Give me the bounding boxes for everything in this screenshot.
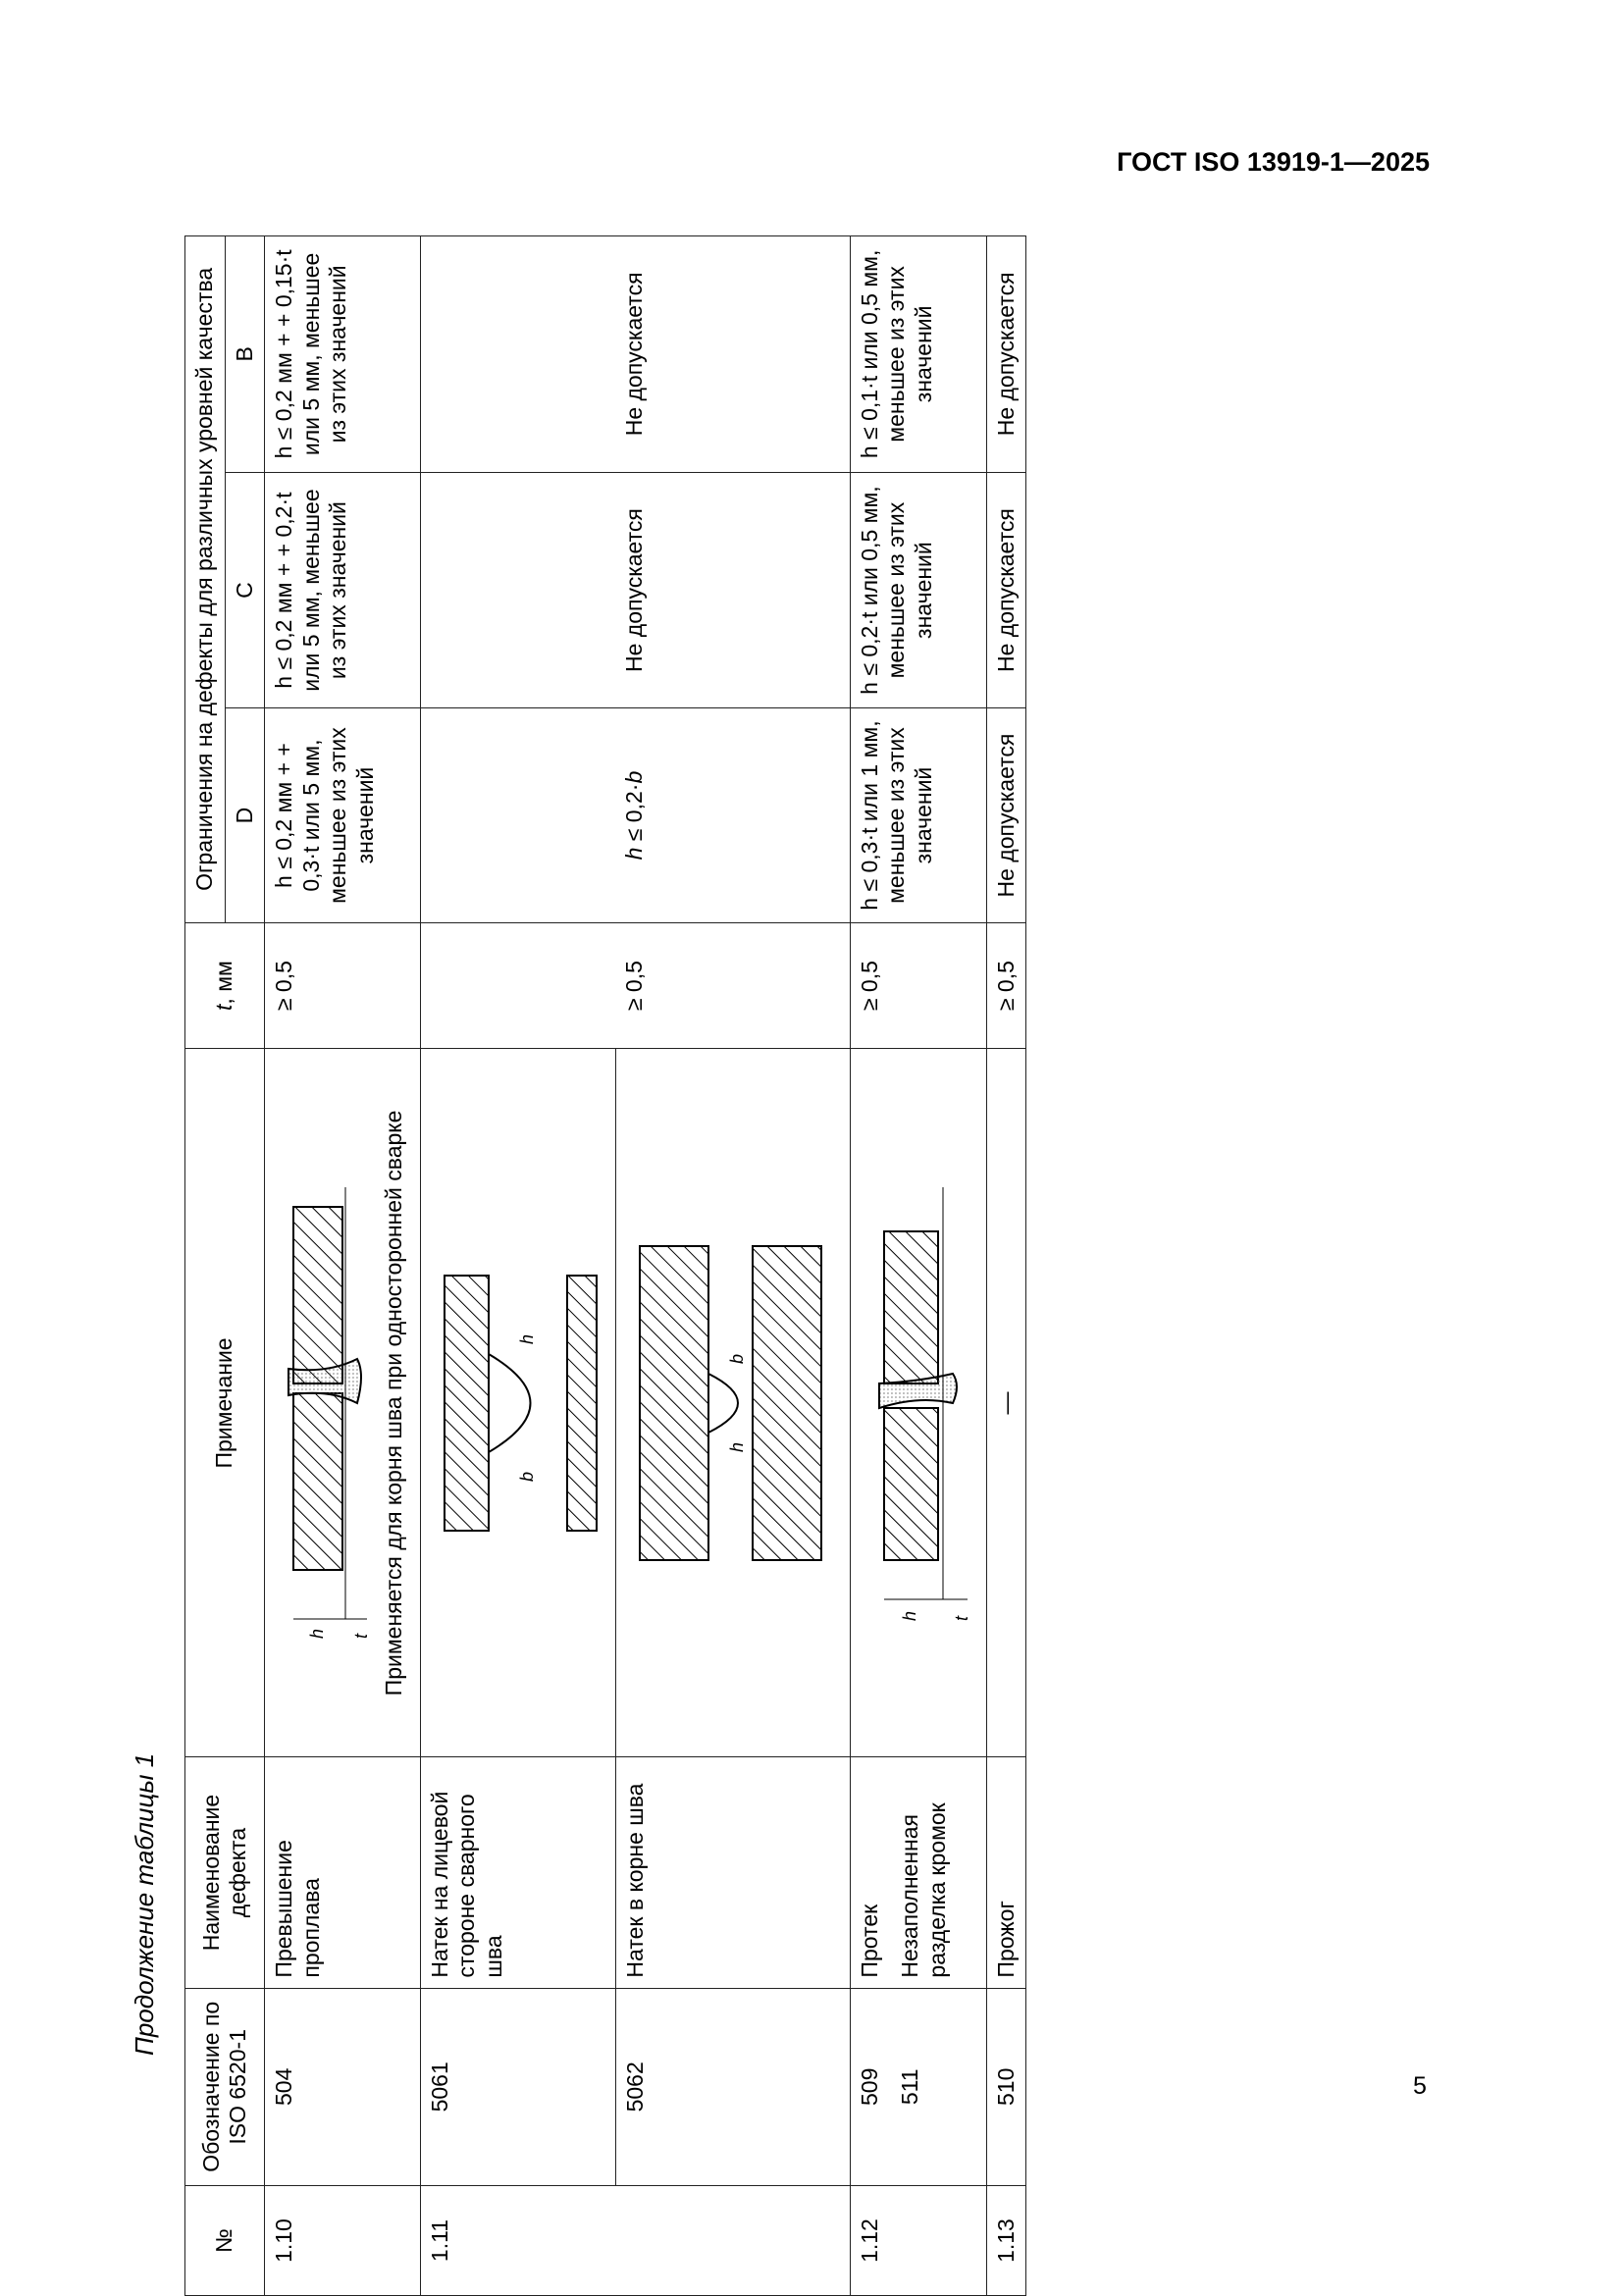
row-no: 1.11 — [420, 2186, 850, 2296]
row-level-c: Не допускается — [420, 472, 850, 708]
h-symbol: h — [621, 847, 648, 861]
row-iso — [850, 1988, 986, 2186]
table-row — [850, 236, 986, 2296]
row-level-d: Не допускается — [986, 708, 1026, 922]
row-name: Натек в корне шва — [615, 1757, 850, 1988]
figure-label-h: h — [726, 1441, 747, 1452]
row-level-b: h ≤ 0,2 мм + + 0,15·t или 5 мм, меньшее из этих значений — [265, 236, 421, 473]
row-level-d: h ≤ 0,2·b — [420, 708, 850, 922]
header-t-symbol: t — [211, 1004, 237, 1011]
figure-label-h: h — [307, 1628, 328, 1639]
defect-table — [184, 235, 1026, 2296]
row-no: 1.12 — [850, 2186, 986, 2296]
row-no: 1.13 — [986, 2186, 1026, 2296]
row-thickness: ≥ 0,5 — [420, 922, 850, 1049]
header-level-c: C — [225, 472, 265, 708]
face-overlap-figure — [425, 1207, 611, 1599]
table-frame — [184, 235, 1426, 2296]
figure-label-h: h — [899, 1610, 919, 1621]
header-no: № — [185, 2186, 265, 2296]
figure-label-t: t — [951, 1615, 971, 1621]
figure-label-t: t — [351, 1633, 372, 1639]
table-row — [420, 236, 615, 2296]
header-iso: Обозначение по ISO 6520-1 — [185, 1988, 265, 2186]
figure-label-b: b — [726, 1353, 747, 1364]
row-thickness: ≥ 0,5 — [986, 922, 1026, 1049]
row-level-c: Не допускается — [986, 472, 1026, 708]
row-name: Прожог — [986, 1757, 1026, 1988]
header-level-d: D — [225, 708, 265, 922]
row-level-d: h ≤ 0,3·t или 1 мм, меньшее из этих значений — [850, 708, 986, 922]
figure-label-b: b — [516, 1471, 537, 1482]
row-level-b: Не допускается — [420, 236, 850, 473]
row-iso: 5061 — [420, 1988, 615, 2186]
row-iso: 510 — [986, 1988, 1026, 2186]
root-excess-penetration-figure — [269, 1109, 377, 1697]
row-thickness: ≥ 0,5 — [265, 922, 421, 1049]
iso-code: 511 — [897, 2068, 923, 2106]
row-level-b: h ≤ 0,1·t или 0,5 мм, меньшее из этих значений — [850, 236, 986, 473]
table-continuation-label: Продолжение таблицы 1 — [130, 1752, 159, 2056]
row-iso: 5062 — [615, 1988, 850, 2186]
defect-name: Незаполненная разделка кромок — [897, 1802, 950, 1978]
page-number: 5 — [1413, 2072, 1427, 2100]
sagging-figure — [855, 1109, 982, 1697]
row-name — [850, 1757, 986, 1988]
defect-name: Протек — [856, 1904, 882, 1978]
table-row — [986, 236, 1026, 2296]
figure-label-h: h — [516, 1333, 537, 1344]
row-iso: 504 — [265, 1988, 421, 2186]
row-note: — — [986, 1049, 1026, 1757]
row-level-b: Не допускается — [986, 236, 1026, 473]
row-level-c: h ≤ 0,2 мм + + 0,2·t или 5 мм, меньшее из этих значений — [265, 472, 421, 708]
document-header: ГОСТ ISO 13919-1—2025 — [1117, 147, 1430, 177]
table-row — [265, 236, 421, 2296]
row-level-d: h ≤ 0,2 мм + + 0,3·t или 5 мм, меньшее из этих значений — [265, 708, 421, 922]
row-no: 1.10 — [265, 2186, 421, 2296]
row-note — [850, 1049, 986, 1757]
row-note — [615, 1049, 850, 1757]
iso-code: 509 — [856, 2067, 882, 2106]
table-header-row — [185, 236, 226, 2296]
row-level-c: h ≤ 0,2·t или 0,5 мм, меньшее из этих значений — [850, 472, 986, 708]
header-level-b: B — [225, 236, 265, 473]
root-overlap-figure — [620, 1207, 846, 1599]
row-thickness: ≥ 0,5 — [850, 922, 986, 1049]
row-name: Превышение проплава — [265, 1757, 421, 1988]
row-note — [265, 1049, 421, 1757]
header-name: Наименование дефекта — [185, 1757, 265, 1988]
b-symbol: b — [621, 770, 648, 784]
row-note — [420, 1049, 615, 1757]
header-limits: Ограничения на дефекты для различных уровней качества — [185, 236, 226, 923]
header-thickness: t, мм — [185, 922, 265, 1049]
note-caption: Применяется для корня шва при односторонней сварке — [381, 1110, 407, 1696]
row-name: Натек на лицевой стороне сварного шва — [420, 1757, 615, 1988]
header-note: Примечание — [185, 1049, 265, 1757]
